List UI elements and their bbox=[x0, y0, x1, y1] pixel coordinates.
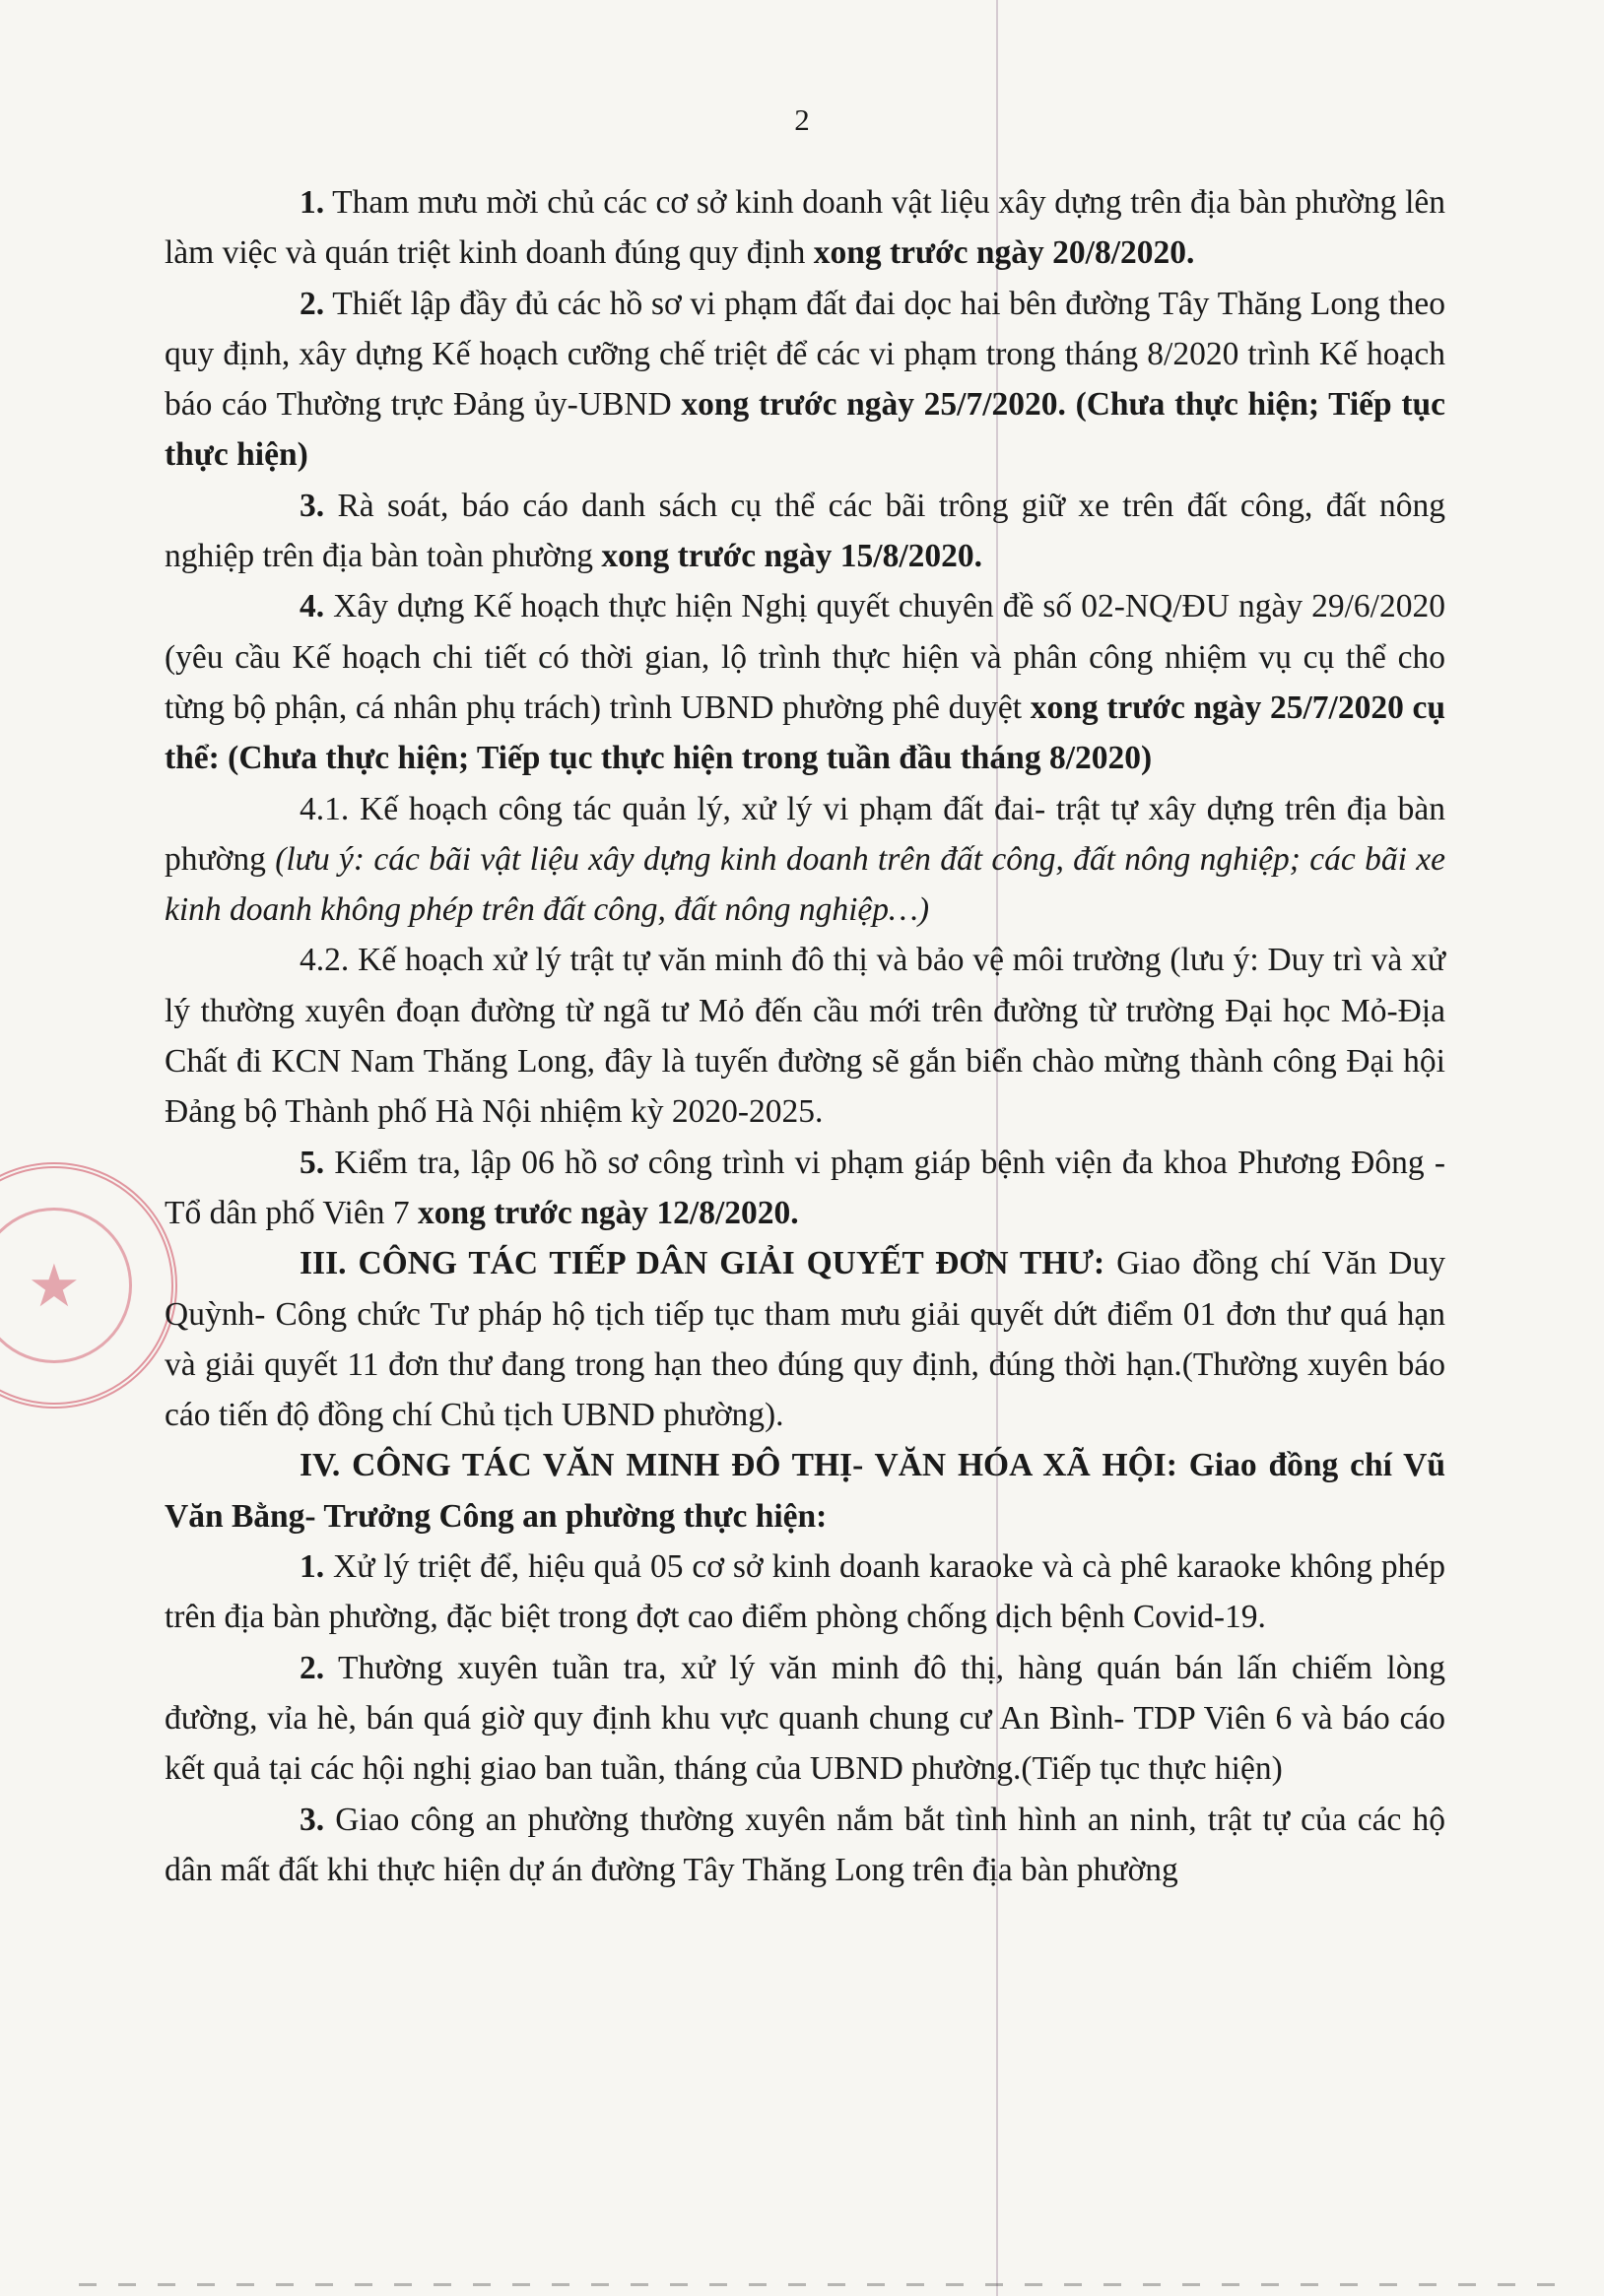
paragraph-4-deadline: xong trước ngày 25/7/2020 cụ thể: (Chưa thực hiện; Tiếp tục thực hiện trong tuần đầu tháng 8/2020) bbox=[165, 689, 1445, 777]
section-4 bbox=[165, 1440, 1445, 1542]
paragraph-2-number: 2. bbox=[300, 285, 325, 322]
paragraph-2-text: Thiết lập đầy đủ các hồ sơ vi phạm đất đai dọc hai bên đường Tây Thăng Long theo quy định, xây dựng Kế hoạch cưỡng chế triệt để các vi phạm trong tháng 8/2020 trình Kế hoạch báo cáo Thường trực Đảng ủy-UBND bbox=[165, 285, 1445, 424]
paragraph-1-deadline: xong trước ngày 20/8/2020. bbox=[813, 234, 1195, 272]
paragraph-4 bbox=[165, 581, 1445, 783]
paragraph-3-deadline: xong trước ngày 15/8/2020. bbox=[601, 538, 983, 575]
section-4-heading: IV. CÔNG TÁC VĂN MINH ĐÔ THỊ- VĂN HÓA XÃ HỘI: Giao đồng chí Vũ Văn Bằng- Trưởng Công an phường thực hiện: bbox=[165, 1447, 1445, 1535]
section-4-item-2-text: Thường xuyên tuần tra, xử lý văn minh đô thị, hàng quán bán lấn chiếm lòng đường, vỉa hè, bán quá giờ quy định khu vực quanh chung cư An Bình- TDP Viên 6 và báo cáo kết quả tại các hội nghị giao ban tuần, tháng của UBND phường.(Tiếp tục thực hiện) bbox=[165, 1649, 1445, 1788]
seal-star-icon: ★ bbox=[28, 1252, 81, 1321]
paragraph-3-text: Rà soát, báo cáo danh sách cụ thể các bãi trông giữ xe trên đất công, đất nông nghiệp trên địa bàn toàn phường bbox=[165, 487, 1445, 575]
section-4-item-1-number: 1. bbox=[300, 1548, 325, 1586]
section-4-item-2-number: 2. bbox=[300, 1649, 325, 1686]
paragraph-4-1-text: 4.1. Kế hoạch công tác quản lý, xử lý vi phạm đất đai- trật tự xây dựng trên địa bàn phường bbox=[165, 790, 1445, 878]
section-3 bbox=[165, 1238, 1445, 1440]
paragraph-4-1-note: (lưu ý: các bãi vật liệu xây dựng kinh doanh trên đất công, đất nông nghiệp; các bãi xe kinh doanh không phép trên đất công, đất nông nghiệp…) bbox=[165, 840, 1445, 929]
paragraph-5-number: 5. bbox=[300, 1144, 325, 1181]
paragraph-5-text: Kiểm tra, lập 06 hồ sơ công trình vi phạm giáp bệnh viện đa khoa Phương Đông - Tổ dân phố Viên 7 bbox=[165, 1144, 1445, 1231]
paragraph-4-number: 4. bbox=[300, 588, 325, 625]
paragraph-3-number: 3. bbox=[300, 487, 325, 524]
paragraph-2-deadline: xong trước ngày 25/7/2020. (Chưa thực hiện; Tiếp tục thực hiện) bbox=[165, 386, 1445, 474]
section-4-item-3-text: Giao công an phường thường xuyên nắm bắt tình hình an ninh, trật tự của các hộ dân mất đất khi thực hiện dự án đường Tây Thăng Long trên địa bàn phường bbox=[165, 1801, 1445, 1888]
section-3-text: Giao đồng chí Văn Duy Quỳnh- Công chức Tư pháp hộ tịch tiếp tục tham mưu giải quyết dứt điểm 01 đơn thư quá hạn và giải quyết 11 đơn thư đang trong hạn theo đúng quy định, đúng thời hạn.(Thường xuyên báo cáo tiến độ đồng chí Chủ tịch UBND phường). bbox=[165, 1245, 1445, 1434]
paragraph-2 bbox=[165, 279, 1445, 481]
paragraph-1-text: Tham mưu mời chủ các cơ sở kinh doanh vật liệu xây dựng trên địa bàn phường lên làm việc và quán triệt kinh doanh đúng quy định bbox=[165, 184, 1445, 272]
paragraph-1-number: 1. bbox=[300, 184, 325, 221]
paragraph-5-deadline: xong trước ngày 12/8/2020. bbox=[417, 1194, 799, 1231]
section-4-item-2 bbox=[165, 1643, 1445, 1795]
section-3-heading: III. CÔNG TÁC TIẾP DÂN GIẢI QUYẾT ĐƠN THƯ: bbox=[300, 1245, 1105, 1282]
scan-bottom-edge bbox=[79, 2283, 1576, 2286]
paragraph-3 bbox=[165, 481, 1445, 582]
paragraph-1 bbox=[165, 177, 1445, 279]
paragraph-4-1 bbox=[165, 784, 1445, 936]
section-4-item-1-text: Xử lý triệt để, hiệu quả 05 cơ sở kinh doanh karaoke và cà phê karaoke không phép trên địa bàn phường, đặc biệt trong đợt cao điểm phòng chống dịch bệnh Covid-19. bbox=[165, 1548, 1445, 1636]
red-seal-stamp bbox=[0, 1162, 177, 1409]
section-4-item-3-number: 3. bbox=[300, 1801, 325, 1838]
paragraph-5 bbox=[165, 1138, 1445, 1239]
paragraph-4-text: Xây dựng Kế hoạch thực hiện Nghị quyết chuyên đề số 02-NQ/ĐU ngày 29/6/2020 (yêu cầu Kế hoạch chi tiết có thời gian, lộ trình thực hiện và phân công nhiệm vụ cụ thể cho từng bộ phận, cá nhân phụ trách) trình UBND phường phê duyệt bbox=[165, 588, 1445, 726]
document-body bbox=[165, 177, 1445, 1895]
page-number: 2 bbox=[794, 102, 810, 137]
paragraph-4-2-text: 4.2. Kế hoạch xử lý trật tự văn minh đô thị và bảo vệ môi trường (lưu ý: Duy trì và xử lý thường xuyên đoạn đường từ ngã tư Mỏ đến cầu mới trên đường từ trường Đại học Mỏ-Địa Chất đi KCN Nam Thăng Long, đây là tuyến đường sẽ gắn biển chào mừng thành công Đại hội Đảng bộ Thành phố Hà Nội nhiệm kỳ 2020-2025. bbox=[165, 942, 1445, 1131]
section-4-item-3 bbox=[165, 1795, 1445, 1896]
section-4-item-1 bbox=[165, 1542, 1445, 1643]
paragraph-4-2 bbox=[165, 935, 1445, 1137]
